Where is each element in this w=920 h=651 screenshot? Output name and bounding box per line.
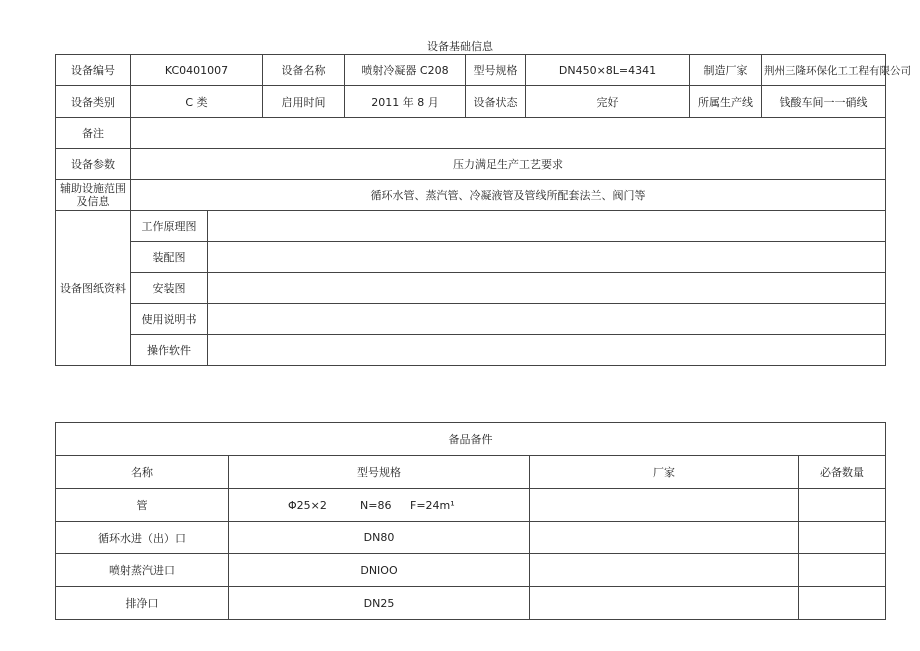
- table-row: [56, 489, 886, 522]
- spare-maker: [530, 554, 799, 587]
- spare-maker: [530, 587, 799, 620]
- production-line-value: 钱酸车间一一硝线: [762, 86, 886, 118]
- aux-facilities-value: 循环水管、蒸汽管、冷凝液管及管线所配套法兰、阀门等: [131, 180, 886, 211]
- table-row: [56, 554, 886, 587]
- header-model: 型号规格: [229, 456, 530, 489]
- spare-parts-title: 备品备件: [56, 423, 886, 456]
- start-date-label: 启用时间: [263, 86, 345, 118]
- equipment-status-value: 完好: [526, 86, 690, 118]
- spare-spec: DN80: [229, 522, 530, 554]
- spare-name: 喷射蒸汽进口: [56, 554, 229, 587]
- header-maker: 厂家: [530, 456, 799, 489]
- spare-spec-part: Φ25×2: [288, 498, 327, 512]
- spare-parts-table: [55, 422, 886, 620]
- spare-name: 管: [56, 489, 229, 522]
- equipment-name-label: 设备名称: [263, 55, 345, 86]
- drawing-label: 装配图: [131, 242, 208, 273]
- model-spec-value: DN450×8L=4341: [526, 55, 690, 86]
- drawing-value: [208, 304, 886, 335]
- header-qty: 必备数量: [799, 456, 886, 489]
- drawing-value: [208, 273, 886, 304]
- equipment-category-value: C 类: [131, 86, 263, 118]
- spare-spec: DNIOO: [229, 554, 530, 587]
- aux-facilities-label: [56, 180, 131, 211]
- spare-qty: [799, 587, 886, 620]
- aux-facilities-label-line1: 辅助设施范围: [60, 182, 126, 195]
- table-row: [56, 587, 886, 620]
- spare-qty: [799, 489, 886, 522]
- equipment-code-label: 设备编号: [56, 55, 131, 86]
- equipment-params-value: 压力满足生产工艺要求: [131, 149, 886, 180]
- spare-spec-part: F=24m¹: [410, 498, 455, 512]
- spare-spec-part: N=86: [360, 498, 392, 512]
- page-title: 设备基础信息: [427, 40, 493, 53]
- spare-qty: [799, 522, 886, 554]
- drawings-label: 设备图纸资料: [56, 211, 131, 366]
- equipment-code-value: KC0401007: [131, 55, 263, 86]
- equipment-category-label: 设备类别: [56, 86, 131, 118]
- equipment-status-label: 设备状态: [466, 86, 526, 118]
- production-line-label: 所属生产线: [690, 86, 762, 118]
- drawing-label: 操作软件: [131, 335, 208, 366]
- drawing-label: 工作原理图: [131, 211, 208, 242]
- remark-value: [131, 118, 886, 149]
- manufacturer-label: 制造厂家: [690, 55, 762, 86]
- start-date-value: 2011 年 8 月: [345, 86, 466, 118]
- spare-name: 循环水进（出）口: [56, 522, 229, 554]
- header-name: 名称: [56, 456, 229, 489]
- spare-spec: [229, 489, 530, 522]
- spare-maker: [530, 522, 799, 554]
- equipment-params-label: 设备参数: [56, 149, 131, 180]
- remark-label: 备注: [56, 118, 131, 149]
- equipment-name-value: 喷射冷凝器 C208: [345, 55, 466, 86]
- manufacturer-value: 荆州三隆环保化工工程有限公司: [762, 55, 886, 86]
- equipment-basic-info-table: [55, 54, 912, 366]
- drawing-label: 安装图: [131, 273, 208, 304]
- drawing-label: 使用说明书: [131, 304, 208, 335]
- drawing-value: [208, 211, 886, 242]
- table-row: [56, 522, 886, 554]
- drawing-value: [208, 335, 886, 366]
- spare-name: 排净口: [56, 587, 229, 620]
- spare-maker: [530, 489, 799, 522]
- spare-spec: DN25: [229, 587, 530, 620]
- drawing-value: [208, 242, 886, 273]
- aux-facilities-label-line2: 及信息: [76, 195, 110, 208]
- spare-qty: [799, 554, 886, 587]
- model-spec-label: 型号规格: [466, 55, 526, 86]
